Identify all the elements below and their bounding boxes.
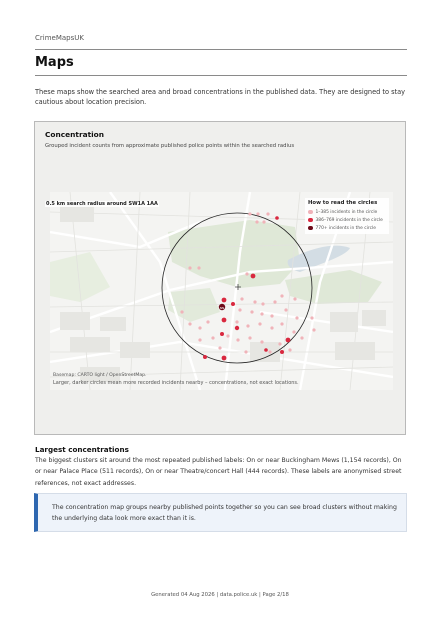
map-caption: Larger, darker circles mean more recorded incidents nearby – concentrations, not exact locations. <box>53 380 299 386</box>
legend-label-low: 1–385 incidents in the circle <box>315 209 378 215</box>
card-subtitle: Grouped incident counts from approximate published police points within the searched radius <box>45 143 295 149</box>
page-footer: Generated 04 Aug 2026 | data.police.uk | Page 2/18 <box>151 592 289 598</box>
info-note-text: The concentration map groups nearby published points together so you can see broad clusters without making the underlying data look more exact than it is. <box>52 504 397 522</box>
cluster-marker-label: NN <box>219 305 225 310</box>
map-radius-label: 0.5 km search radius around SW1A 1AA <box>46 201 158 207</box>
legend-dot-low <box>308 210 313 215</box>
section-title: Largest concentrations <box>35 445 129 454</box>
map-credit: Basemap: CARTO light / OpenStreetMap. <box>53 373 147 378</box>
card-title: Concentration <box>45 130 104 139</box>
legend-item-low <box>308 208 386 216</box>
section-body: The biggest clusters sit around the most repeated published labels: On or near Buckingham Mews (1,154 records), On or near Palace Place (511 records), On or near Theatre/concert Hall (444 records). These labels are anonymised street references, not exact addresses. <box>35 457 402 487</box>
legend-item-mid <box>308 216 386 224</box>
header-divider <box>35 49 407 50</box>
legend-title: How to read the circles <box>308 200 378 206</box>
legend-item-high <box>308 224 386 232</box>
title-divider <box>35 75 407 76</box>
intro-text: These maps show the searched area and broad concentrations in the published data. They are designed to stay cautious about location precision. <box>35 88 406 106</box>
page-title: Maps <box>35 55 74 70</box>
brand: CrimeMapsUK <box>35 34 84 42</box>
info-note <box>34 493 407 532</box>
legend-label-mid: 386–769 incidents in the circle <box>315 217 383 223</box>
legend-label-high: 770+ incidents in the circle <box>315 225 376 231</box>
legend-dot-high <box>308 226 313 231</box>
map-legend <box>305 198 389 234</box>
concentration-card <box>34 121 406 435</box>
legend-dot-mid <box>308 218 313 223</box>
